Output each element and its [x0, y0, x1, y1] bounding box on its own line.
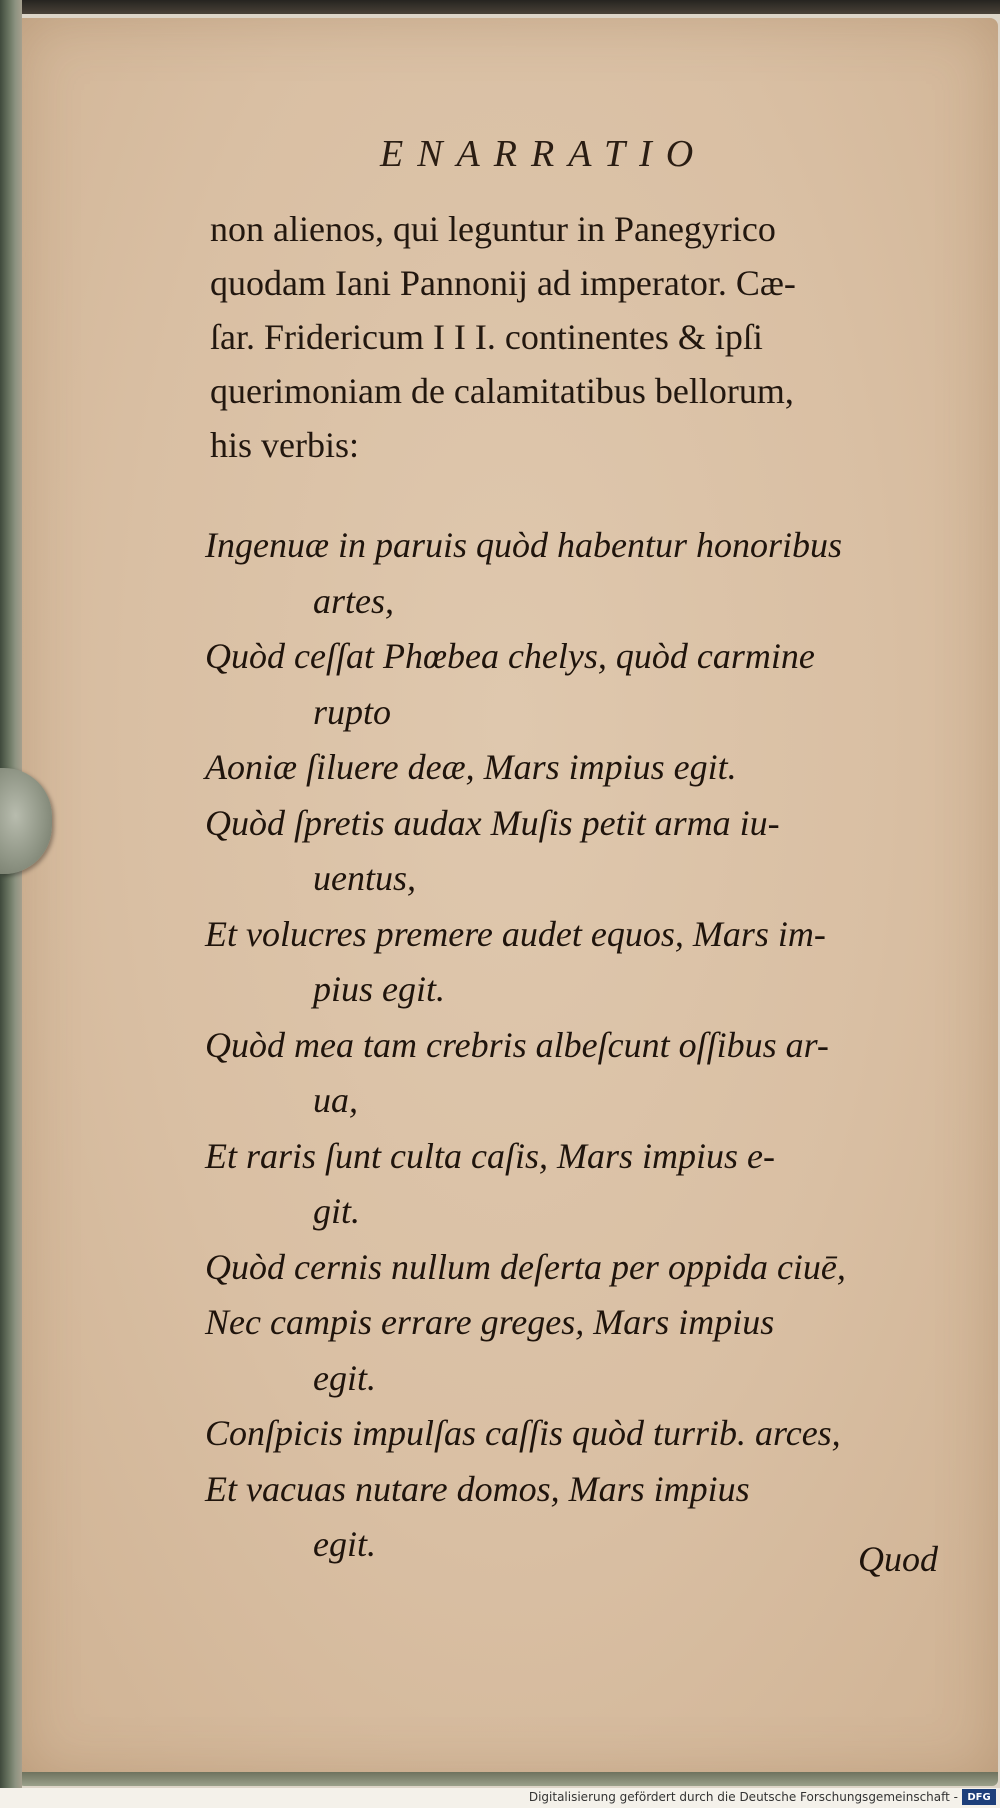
digitization-credit: Digitalisierung gefördert durch die Deutsche Forschungsgemeinschaft -	[528, 1790, 958, 1804]
verse-line: Quòd mea tam crebris albeſcunt oſſibus ar-	[205, 1024, 829, 1065]
scan-top-edge	[0, 0, 1000, 14]
prose-line: ſar. Fridericum I I I. continentes & ipſi	[210, 317, 763, 357]
verse-line: Ingenuæ in paruis quòd habentur honoribus	[205, 525, 843, 565]
prose-block	[210, 202, 970, 472]
verse-line-continuation: ua,	[313, 1080, 358, 1120]
catchword: Quod	[858, 1539, 938, 1579]
verse-line-continuation: pius egit.	[313, 969, 445, 1009]
book-spine-edge	[0, 0, 22, 1790]
verse-line-continuation: egit.	[313, 1524, 376, 1564]
verse-line-continuation: artes,	[313, 580, 394, 621]
verse-line-continuation: egit.	[313, 1357, 376, 1398]
verse-line-continuation: uentus,	[313, 858, 416, 898]
verse-line: Quòd ceſſat Phœbea chelys, quòd carmine	[205, 636, 815, 676]
verse-line: Nec campis errare greges, Mars impius	[205, 1302, 775, 1342]
verse-block	[205, 518, 975, 1573]
verse-line: Et volucres premere audet equos, Mars im-	[205, 913, 826, 954]
verse-line-continuation: rupto	[313, 691, 392, 732]
running-head: ENARRATIO	[380, 133, 708, 175]
verse-line: Aoniæ ſiluere deæ, Mars impius egit.	[205, 747, 737, 787]
page-bottom-edge	[18, 1772, 998, 1786]
prose-line: quodam Iani Pannonij ad imperator. Cæ-	[210, 263, 796, 303]
verse-line: Conſpicis impulſas caſſis quòd turrib. arces,	[205, 1413, 841, 1453]
prose-line: non alienos, qui leguntur in Panegyrico	[210, 209, 776, 249]
verse-line-continuation: git.	[313, 1191, 361, 1231]
verse-line: Et vacuas nutare domos, Mars impius	[205, 1468, 750, 1509]
prose-line: querimoniam de calamitatibus bellorum,	[210, 371, 794, 411]
verse-line: Et raris ſunt culta caſis, Mars impius e-	[205, 1135, 775, 1176]
dfg-logo: DFG	[962, 1789, 996, 1805]
verse-line: Quòd ſpretis audax Muſis petit arma iu-	[205, 802, 780, 843]
prose-line: his verbis:	[210, 425, 359, 465]
verse-line: Quòd cernis nullum deſerta per oppida ciuē,	[205, 1246, 846, 1287]
